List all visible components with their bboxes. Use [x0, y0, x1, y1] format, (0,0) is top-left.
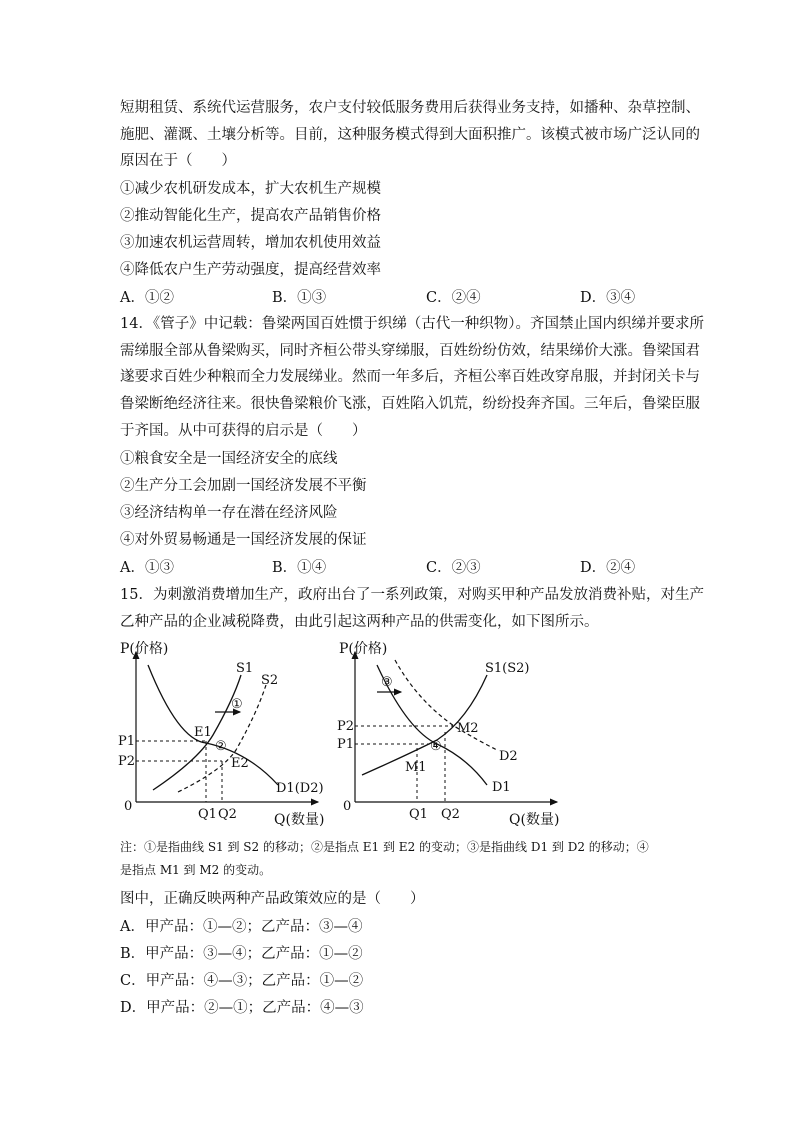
- q15-option-b[interactable]: B．甲产品：③—④；乙产品：①—②: [120, 946, 363, 962]
- q13-option-c[interactable]: C．②④: [426, 290, 481, 306]
- q13-option-d[interactable]: D．③④: [580, 290, 636, 306]
- q13-text-line-3: 原因在于（ ）: [120, 153, 236, 169]
- origin-label: 0: [124, 799, 133, 814]
- q13-text-line-2: 施肥、灌溉、土壤分析等。目前，这种服务模式得到大面积推广。该模式被市场广泛认同的: [120, 127, 700, 143]
- q2-label: Q2: [218, 807, 237, 822]
- q15-text-line-1: 15．为刺激消费增加生产，政府出台了一系列政策，对购买甲种产品发放消费补贴，对生产: [120, 587, 704, 603]
- q14-text-line-4: 鲁梁断绝经济往来。很快鲁梁粮价飞涨，百姓陷入饥荒，纷纷投奔齐国。三年后，鲁梁臣服: [120, 396, 700, 412]
- q15-question: 图中，正确反映两种产品政策效应的是（ ）: [120, 891, 425, 907]
- q14-text-line-1: 14．《管子》中记载：鲁梁两国百姓惯于织绨（古代一种织物）。齐国禁止国内织绨并要求所: [120, 316, 704, 332]
- x-axis-label: Q(数量): [509, 812, 560, 828]
- q14-text-line-5: 于齐国。从中可获得的启示是（ ）: [120, 423, 367, 439]
- point-e2-label: E2: [231, 756, 249, 771]
- q13-item-3: ③加速农机运营周转，增加农机使用效益: [120, 235, 381, 251]
- y-axis-label: P(价格): [120, 641, 169, 657]
- q14-option-a[interactable]: A．①③: [120, 560, 174, 576]
- point-m2-label: M2: [457, 721, 479, 736]
- q14-item-1: ①粮食安全是一国经济安全的底线: [120, 451, 338, 467]
- q14-option-c[interactable]: C．②③: [426, 560, 481, 576]
- mark-1: ①: [231, 697, 243, 712]
- q13-item-1: ①减少农机研发成本，扩大农机生产规模: [120, 181, 381, 197]
- figure-note-line-1: 注：①是指曲线 S1 到 S2 的移动；②是指点 E1 到 E2 的变动；③是指曲线 D1 到 D2 的移动；④: [120, 840, 649, 854]
- q13-option-b[interactable]: B．①③: [272, 290, 327, 306]
- d1-label: D1: [492, 780, 511, 795]
- figure-note-line-2: 是指点 M1 到 M2 的变动。: [120, 863, 272, 877]
- q2-label: Q2: [441, 807, 460, 822]
- q14-option-b[interactable]: B．①④: [272, 560, 327, 576]
- q15-option-a[interactable]: A．甲产品：①—②；乙产品：③—④: [120, 919, 363, 935]
- mark-2: ②: [215, 739, 227, 754]
- graph-left: [118, 640, 333, 830]
- q1-label: Q1: [198, 807, 217, 822]
- q14-item-2: ②生产分工会加剧一国经济发展不平衡: [120, 478, 367, 494]
- p2-label: P2: [337, 719, 355, 734]
- supply-label: S1(S2): [485, 661, 530, 676]
- d2-label: D2: [499, 749, 518, 764]
- q15-option-d[interactable]: D．甲产品：②—①；乙产品：④—③: [120, 1000, 364, 1016]
- demand-label: D1(D2): [276, 781, 324, 796]
- demand-curve-d2: [395, 660, 497, 750]
- s2-label: S2: [261, 673, 279, 688]
- q14-option-d[interactable]: D．②④: [580, 560, 636, 576]
- q15-text-line-2: 乙种产品的企业减税降费，由此引起这两种产品的供需变化，如下图所示。: [120, 614, 599, 630]
- q13-option-a[interactable]: A．①②: [120, 290, 174, 306]
- demand-curve: [148, 665, 278, 785]
- q13-item-2: ②推动智能化生产，提高农产品销售价格: [120, 208, 381, 224]
- q13-text-line-1: 短期租赁、系统代运营服务，农户支付较低服务费用后获得业务支持，如播种、杂草控制、: [120, 100, 700, 116]
- mark-3: ③: [381, 675, 393, 690]
- q14-text-line-2: 需绨服全部从鲁梁购买，同时齐桓公带头穿绨服，百姓纷纷仿效，结果绨价大涨。鲁梁国君: [120, 343, 700, 359]
- x-axis-label: Q(数量): [274, 812, 325, 828]
- point-e1-label: E1: [194, 725, 212, 740]
- graph-right: [337, 640, 567, 830]
- p2-label: P2: [118, 754, 136, 769]
- q15-option-c[interactable]: C．甲产品：④—③；乙产品：①—②: [120, 973, 364, 989]
- q14-item-4: ④对外贸易畅通是一国经济发展的保证: [120, 532, 367, 548]
- q13-item-4: ④降低农户生产劳动强度，提高经营效率: [120, 262, 381, 278]
- q14-item-3: ③经济结构单一存在潜在经济风险: [120, 505, 338, 521]
- mark-4: ④: [430, 739, 442, 754]
- p1-label: P1: [118, 734, 136, 749]
- y-axis-label: P(价格): [339, 641, 388, 657]
- point-m1-label: M1: [405, 760, 427, 775]
- origin-label: 0: [343, 799, 352, 814]
- q14-text-line-3: 遂要求百姓少种粮而全力发展绨业。然而一年多后，齐桓公率百姓改穿帛服，并封闭关卡与: [120, 369, 700, 385]
- q1-label: Q1: [409, 807, 428, 822]
- s1-label: S1: [236, 661, 254, 676]
- p1-label: P1: [337, 737, 355, 752]
